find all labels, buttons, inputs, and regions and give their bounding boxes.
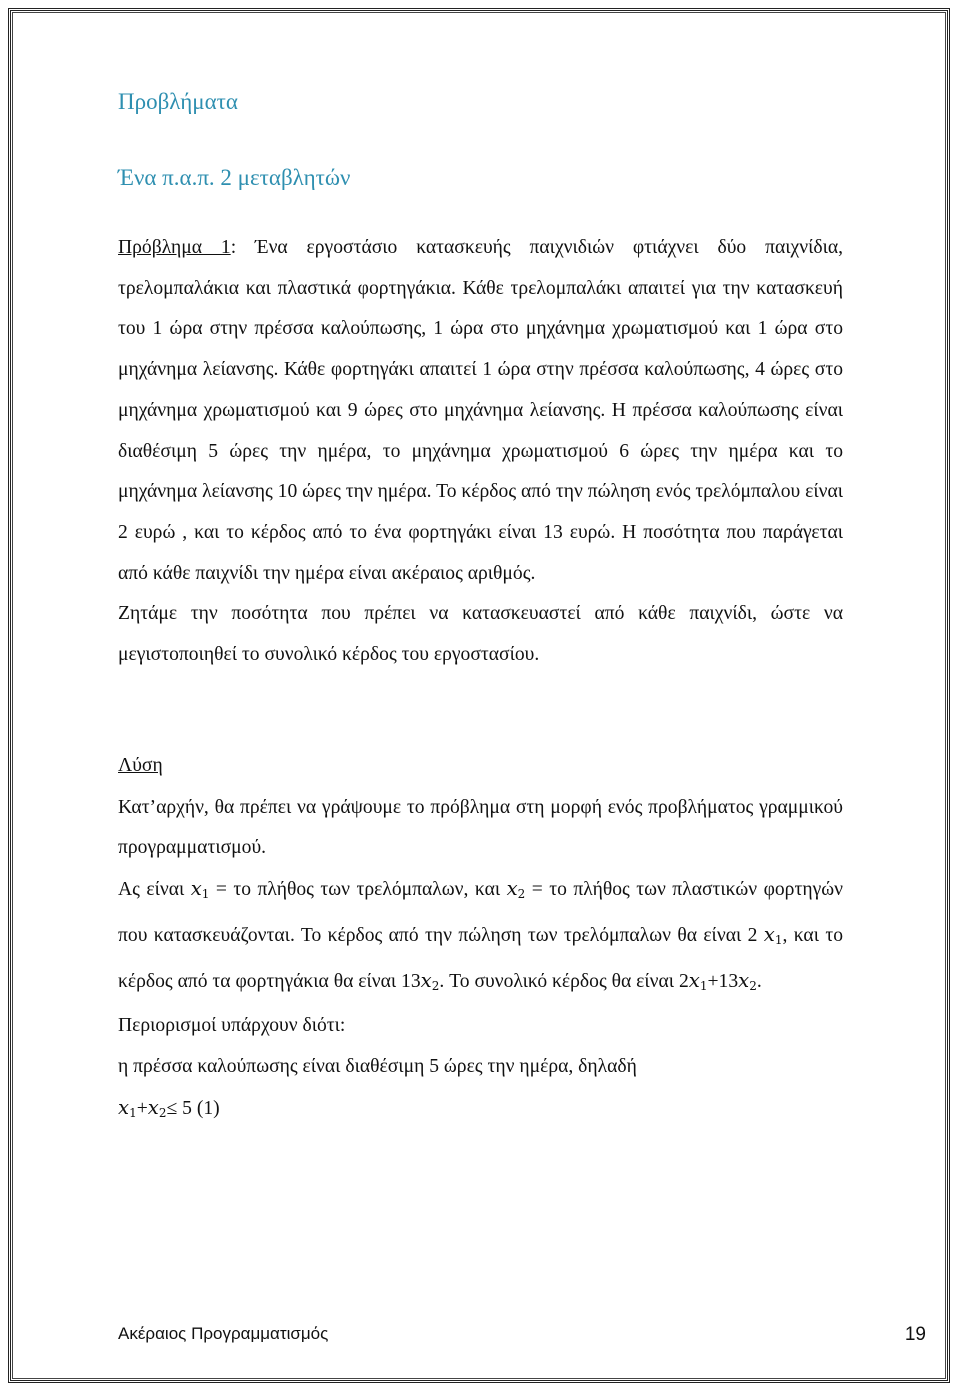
constraint-1-formula: $x_1+x_2\le 5$ (1) <box>118 1095 220 1120</box>
constraints-intro: Περιορισμοί υπάρχουν διότι: <box>118 1015 346 1037</box>
problem-label: Πρόβλημα 1 <box>118 237 231 258</box>
constraint-rhs: ≤ 5 (1) <box>166 1097 220 1119</box>
vars-mid5: +13 <box>707 970 739 992</box>
problem-question: Ζητάμε την ποσότητα που πρέπει να κατασκευαστεί από κάθε παιχνίδι, ώστε να μεγιστοποιηθεί το συνολικό κέρδος του εργοστασίου. <box>118 603 843 666</box>
var-x1-profit: $x_1$ <box>763 922 783 947</box>
constraint-x1: $x_1$ <box>118 1095 137 1120</box>
section-heading: Προβλήματα <box>118 89 238 114</box>
vars-mid4: . Το συνολικό κέρδος θα είναι 2 <box>439 970 689 992</box>
vars-end: . <box>756 970 762 992</box>
solution-intro: Κατ’αρχήν, θα πρέπει να γράψουμε το πρόβλημα στη μορφή ενός προβλήματος γραμμικού προγραμματισμού. <box>118 796 843 859</box>
problem-text: : Ένα εργοστάσιο κατασκευής παιχνιδιών φτιάχνει δύο παιχνίδια, τρελομπαλάκια και πλαστικά φορτηγάκια. Κάθε τρελομπαλάκι απαιτεί για την κατασκευή του 1 ώρα στην πρέσσα καλούπωσης, 1 ώρα στο μηχάνημα χρωματισμού και 1 ώρα στο μηχάνημα λείανσης. Κάθε φορτηγάκι απαιτεί 1 ώρα στην πρέσσα καλούπωσης, 4 ώρες στο μηχάνημα χρωματισμού και 9 ώρες στο μηχάνημα λείανσης. Η πρέσσα καλούπωσης είναι διαθέσιμη 5 ώρες την ημέρα, το μηχάνημα χρωματισμού 6 ώρες την ημέρα και το μηχάνημα λείανσης 10 ώρες την ημέρα. Το κέρδος από την πώληση ενός τρελόμπαλου είναι 2 ευρώ , και το κέρδος από το ένα φορτηγάκι είναι 13 ευρώ. Η ποσότητα που παράγεται από κάθε παιχνίδι την ημέρα είναι ακέραιος αριθμός. <box>118 237 844 584</box>
document-body <box>118 82 843 1133</box>
vars-mid2: = το πλήθος των πλαστικών φορτηγών που κατασκευάζονται. Το κέρδος από την πώληση των τρελόμπαλων θα είναι 2 <box>118 879 843 946</box>
var-x1-total: $x_1$ <box>688 968 708 993</box>
problem-paragraph <box>118 228 843 594</box>
variables-paragraph <box>118 869 843 1006</box>
subsection-heading: Ένα π.α.π. 2 μεταβλητών <box>118 165 351 190</box>
vars-prefix: Ας είναι <box>118 879 191 901</box>
page-number: 19 <box>904 1324 926 1345</box>
footer-title: Ακέραιος Προγραμματισμός <box>118 1324 329 1343</box>
vars-mid3: , και το κέρδος από τα φορτηγάκια θα είναι 13 <box>118 924 844 992</box>
constraint-1-text: η πρέσσα καλούπωσης είναι διαθέσιμη 5 ώρες την ημέρα, δηλαδή <box>118 1055 637 1077</box>
var-x2: $x_2$ <box>506 877 526 902</box>
var-x2-profit: $x_2$ <box>420 968 440 993</box>
constraint-x2: $x_2$ <box>147 1095 167 1120</box>
vars-mid: = το πλήθος των τρελόμπαλων, και <box>209 879 507 901</box>
var-x1: $x_1$ <box>190 877 210 902</box>
solution-title: Λύση <box>118 754 163 776</box>
var-x2-total: $x_2$ <box>738 968 757 993</box>
